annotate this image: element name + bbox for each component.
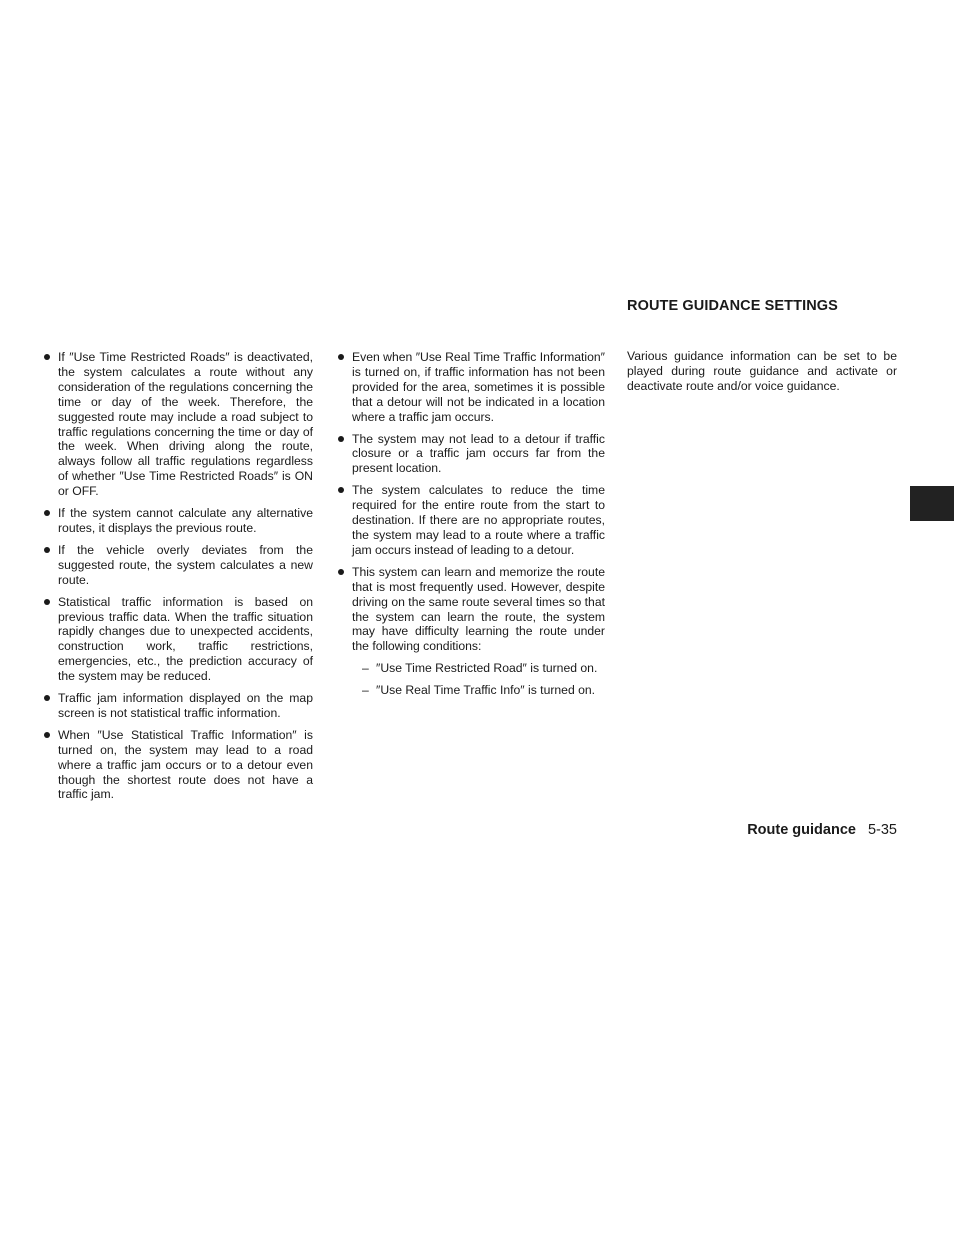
- bullet-item: This system can learn and memorize the route that is most frequently used. However, despite driving on the same route several times so that the system can learn the route, the system may have difficulty learning the route under the following conditions:: [334, 565, 605, 654]
- footer-section-title: Route guidance: [747, 822, 856, 838]
- bullet-item: Traffic jam information displayed on the map screen is not statistical traffic information.: [40, 691, 313, 721]
- section-body: Various guidance information can be set to be played during route guidance and activate or deactivate route and/or voice guidance.: [627, 349, 897, 393]
- bullet-item: The system calculates to reduce the time required for the entire route from the start to destination. If there are no appropriate routes, the system may lead to a route where a traffic jam occurs instead of leading to a detour.: [334, 483, 605, 558]
- condition-list: [334, 661, 605, 698]
- condition-item: – ″Use Real Time Traffic Info″ is turned on.: [334, 683, 605, 698]
- section-heading: ROUTE GUIDANCE SETTINGS: [627, 298, 838, 314]
- bullet-item: When ″Use Statistical Traffic Information″ is turned on, the system may lead to a road where a traffic jam occurs or to a detour even though the shortest route does not have a traffic jam.: [40, 728, 313, 803]
- bullet-item: If the vehicle overly deviates from the suggested route, the system calculates a new route.: [40, 543, 313, 588]
- bullet-item: Statistical traffic information is based on previous traffic data. When the traffic situation rapidly changes due to unexpected accidents, construction work, traffic restrictions, emergencies, etc., the prediction accuracy of the system may be reduced.: [40, 595, 313, 684]
- column-right: [627, 297, 897, 394]
- page-footer: [747, 821, 897, 839]
- chapter-tab: [910, 486, 954, 521]
- page-number: 5-35: [867, 822, 897, 838]
- bullet-list: [334, 350, 605, 654]
- condition-item: – ″Use Time Restricted Road″ is turned on.: [334, 661, 605, 676]
- bullet-item: The system may not lead to a detour if traffic closure or a traffic jam occurs far from the present location.: [334, 432, 605, 477]
- bullet-item: Even when ″Use Real Time Traffic Information″ is turned on, if traffic information has not been provided for the area, sometimes it is possible that a detour will not be indicated in a location where a traffic jam occurs.: [334, 350, 605, 425]
- bullet-item: If ″Use Time Restricted Roads″ is deactivated, the system calculates a route without any consideration of the regulations concerning the time or day of the week. Therefore, the suggested route may include a road subject to traffic regulations concerning the time or day of the week. When driving along the route, always follow all traffic regulations regardless of whether ″Use Time Restricted Roads″ is ON or OFF.: [40, 350, 313, 499]
- column-middle: [334, 350, 605, 705]
- column-left: [40, 350, 313, 809]
- bullet-list: [40, 350, 313, 802]
- bullet-item: If the system cannot calculate any alternative routes, it displays the previous route.: [40, 506, 313, 536]
